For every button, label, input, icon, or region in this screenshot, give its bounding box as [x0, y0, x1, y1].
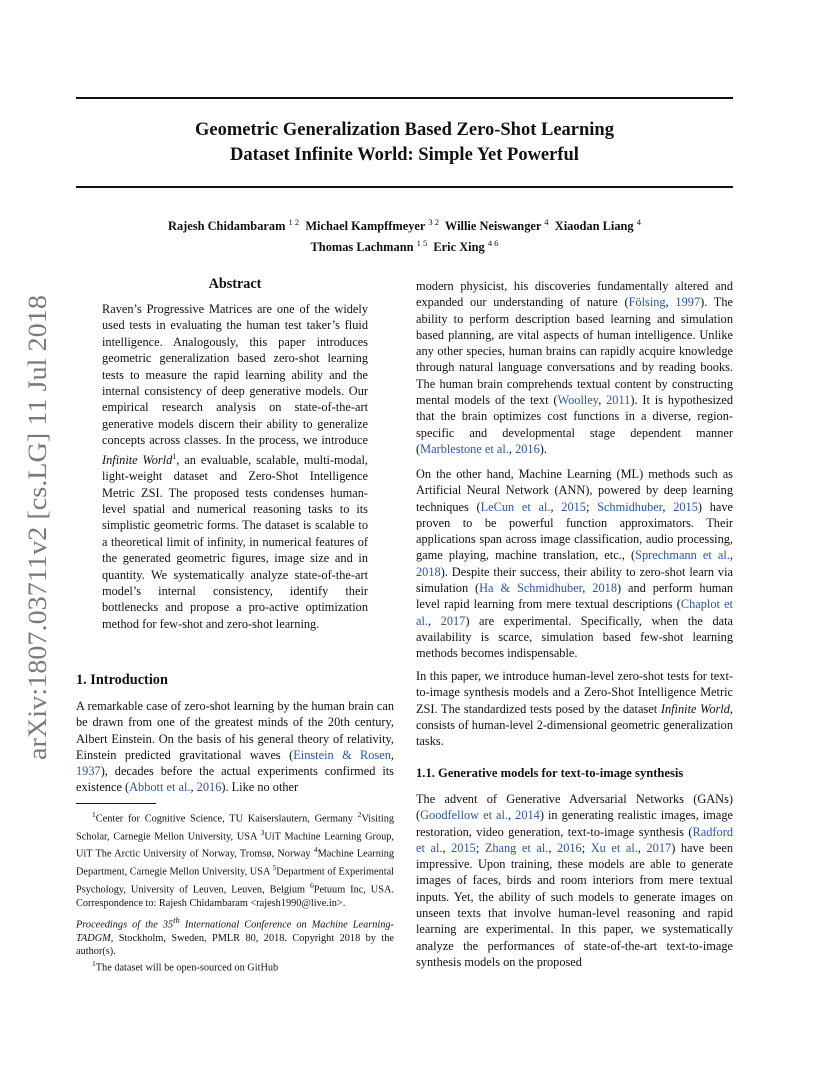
citation-link[interactable]: 2015 [561, 499, 586, 514]
footnote: Center for Cognitive Science, TU Kaiserslautern, Germany [95, 813, 353, 825]
proc-text: International Conference on Machine Learning-TADGM [76, 919, 394, 944]
author-affiliation: 4 [544, 217, 549, 227]
paragraph [416, 791, 733, 970]
author-name: Thomas Lachmann [310, 240, 414, 255]
text-run: modern physicist, his discoveries fundamentally altered and expanded our understanding of nature ( [416, 279, 733, 310]
dataset-name: Infinite World [660, 701, 730, 716]
abstract-text [102, 301, 368, 632]
citation-link[interactable]: Ha & Schmidhuber [479, 581, 583, 596]
footnote: UiT Machine Learning Group, UiT The Arctic University of Norway, Tromsø, Norway [76, 831, 395, 860]
paragraph [416, 466, 733, 662]
footnote: The dataset will be open-sourced on GitHub [95, 962, 279, 974]
proceedings-note [76, 914, 394, 958]
text-run: ). It is hypothesized that the brain optimizes cost functions in a diverse, region-specific and developmental stage dependent manner ( [416, 393, 733, 456]
citation-link[interactable]: Abbott et al. [129, 780, 191, 795]
text-run: , [550, 499, 562, 514]
paragraph [416, 668, 733, 749]
dataset-footnote: $^1$The dataset will be open-sourced on GitHub [92, 959, 279, 974]
citation-link[interactable]: 2018 [416, 564, 441, 579]
paragraph [416, 278, 733, 457]
citation-link[interactable]: Goodfellow et al. [420, 808, 509, 823]
author-affiliation: 4 6 [487, 238, 499, 249]
text-run: ; [475, 840, 485, 855]
author-affiliation: 1 5 [416, 238, 428, 249]
text-run: , [582, 581, 593, 596]
text-run: A remarkable case of zero-shot learning by the human brain can be drawn from one of the greatest minds of the 20th century, Albert Einstein. On the basis of his general theory of relativity, Einstein predicted gravitational waves ( [76, 699, 394, 762]
abstract-heading: Abstract [208, 276, 262, 292]
citation-link[interactable]: Fölsing [628, 295, 666, 310]
section-heading: 1. Introduction [76, 672, 168, 688]
text-run: , [508, 441, 516, 456]
proc-sup: th [173, 915, 180, 925]
text-run: , [598, 393, 607, 408]
text-run: , consists of human-level 2-dimensional geometric generalization tasks. [416, 701, 733, 749]
text-run: , [442, 840, 452, 855]
citation-link[interactable]: Einstein & Rosen [293, 747, 391, 762]
text-run: On the other hand, Machine Learning (ML) methods such as Artificial Neural Network (ANN), powered by deep learning techniques ( [416, 467, 733, 514]
paper-title [76, 118, 733, 168]
citation-link[interactable]: 2015 [673, 499, 698, 514]
author-name: Rajesh Chidambaram [168, 219, 286, 234]
text-run: ) and perform human level rapid learning from mere textual descriptions ( [416, 581, 733, 612]
proc-text: , Stockholm, Sweden, PMLR 80, 2018. Copyright 2018 by the author(s). [76, 932, 394, 958]
citation-link[interactable]: 2018 [592, 581, 617, 596]
footnote: Visiting Scholar, Carnegie Mellon University, USA [76, 813, 395, 843]
abstract-part: , an evaluable, scalable, multi-modal, light-weight dataset and Zero-Shot Intelligence Metric ZSI. The proposed tests condenses human-level spatial and numerical reasoning tasks to its simplistic geometric forms. The dataset is scalable to a theoretical limit of infinity, in numerical features of the generated geometric figures, image size and in quantity. We systematically analyze state-of-the-art model’s internal consistency, identify their bottlenecks and propose a pro-active optimization method for few-shot and zero-shot learning. [102, 452, 368, 631]
footnote: Department of Experimental Psychology, University of Leuven, Leuven, Belgium [76, 866, 395, 896]
text-run: ) in generating realistic images, image restoration, video generation, text-to-image synthesis ( [416, 808, 733, 839]
author-affiliation: 3 2 [428, 217, 439, 227]
citation-link[interactable]: Zhang et al. [484, 840, 549, 855]
author-name: Eric Xing [433, 240, 485, 255]
text-run: ) are experimental. Specifically, when the data availability is scarce, simulation based few-shot learning methods becomes indispensable. [416, 613, 734, 661]
footnote: Machine Learning Department, Carnegie Mellon University, USA [76, 848, 395, 878]
text-run: In this paper, we introduce human-level zero-shot tests for text-to-image synthesis models and a Zero-Shot Intelligence Metric ZSI. The standardized tests posed by the dataset [416, 669, 733, 716]
title-line-1: Geometric Generalization Based Zero-Shot Learning [195, 120, 614, 140]
citation-link[interactable]: 2017 [440, 613, 466, 628]
citation-link[interactable]: Woolley [557, 393, 599, 408]
text-run: ; [585, 499, 598, 514]
text-run: ). [539, 441, 547, 456]
text-run: ; [581, 840, 591, 855]
text-run: The advent of Generative Adversarial Networks (GANs) ( [416, 792, 733, 823]
footnote-marker: 1 [172, 451, 177, 461]
proc-text: Proceedings of the 35 [76, 919, 174, 931]
author-affiliation: 1 2 [288, 217, 300, 227]
citation-link[interactable]: Marblestone et al. [420, 441, 509, 456]
text-run: , [662, 499, 674, 514]
top-rule [76, 97, 733, 99]
citation-link[interactable]: 2017 [646, 840, 672, 855]
citation-link[interactable]: Chaplot et al. [416, 597, 733, 628]
text-run: , [729, 548, 733, 563]
citation-link[interactable]: 2015 [451, 840, 476, 855]
text-run: ), decades before the actual experiments confirmed its existence ( [76, 764, 394, 795]
text-run: , [637, 840, 647, 855]
text-run: , [665, 295, 676, 310]
text-run: ). The ability to perform description based learning and simulation based planning, are vital aspects of human intelligence. Unlike any other species, human brains can rapidly acquire knowledge through natural language conversations and by reading books. The human brain comprehends textual content by constructing mental models of the text ( [416, 295, 733, 408]
intro-paragraph [76, 698, 394, 796]
abstract-part: Raven’s Progressive Matrices are one of the widely used tests in evaluating the human test taker’s fluid intelligence. Analogously, this paper introduces geometric generalization based zero-shot learning tests to measure the rapid learning ability and the internal consistency of deep generative models. Our empirical research analysis on state-of-the-art generative models discern their ability to generalize concepts across classes. In the process, we introduce [102, 302, 368, 448]
author-list [76, 214, 733, 256]
text-run: ). Despite their success, their ability to zero-shot learn via simulation ( [416, 564, 733, 596]
author-name: Michael Kampffmeyer [305, 219, 426, 234]
citation-link[interactable]: 1997 [675, 295, 701, 310]
author-name: Willie Neiswanger [444, 219, 542, 234]
affiliation-footnotes: $^1$Center for Cognitive Science, TU Kaiserslautern, Germany $^2$Visiting Scholar, Carnegie Mellon University, USA $^3$UiT Machine Learning Group, UiT The Arctic University of Norway, Tromsø, Norway $^4$Machine Learning Department, Carnegie Mellon University, USA $^5$Department of Experimental Psychology, University of Leuven, Leuven, Belgium $^6$Petuum Inc, USA. Correspondence to: Rajesh Chidambaram <rajesh1990@live.in>. [76, 810, 395, 909]
citation-link[interactable]: 2016 [196, 780, 222, 795]
citation-link[interactable]: 1937 [76, 764, 101, 779]
footnote: Petuum Inc, USA. Correspondence to: Rajesh Chidambaram <rajesh1990@live.in>. [76, 884, 394, 909]
footnote-rule [76, 803, 156, 804]
text-run: , [190, 780, 197, 795]
text-run: ) have proven to be powerful function approximators. Their applications span across image classification, audio processing, game playing, machine translation, etc., ( [416, 499, 733, 563]
subsection-heading: 1.1. Generative models for text-to-image synthesis [416, 766, 684, 780]
arxiv-stamp [20, 295, 54, 760]
citation-link[interactable]: LeCun et al. [480, 499, 551, 514]
citation-link[interactable]: 2016 [515, 441, 540, 456]
author-affiliation: 4 [636, 217, 641, 227]
text-run: , [508, 808, 516, 823]
title-bottom-rule [76, 186, 733, 188]
citation-link[interactable]: Sprechmann et al. [635, 548, 730, 563]
text-run: , [428, 613, 441, 628]
citation-link[interactable]: 2016 [557, 840, 582, 855]
title-line-2: Dataset Infinite World: Simple Yet Powerful [230, 145, 579, 165]
text-run: ) have been impressive. Upon training, these models are able to generate images of faces, birds and room interiors from mere textual inputs. Yet, the ability of such models to generate images on unseen texts that involve human-level reasoning and rapid learning are experimental. In this paper, we systematically analyze the performances of state-of-the-art text-to-image synthesis models on the proposed [416, 840, 734, 969]
dataset-name: Infinite World [102, 452, 173, 467]
citation-link[interactable]: Schmidhuber [597, 499, 663, 514]
author-name: Xiaodan Liang [554, 219, 634, 234]
citation-link[interactable]: Xu et al. [590, 840, 638, 855]
citation-link[interactable]: 2014 [515, 808, 540, 823]
text-run: , [390, 747, 394, 762]
citation-link[interactable]: Radford et al. [416, 824, 733, 855]
text-run: , [548, 840, 558, 855]
citation-link[interactable]: 2011 [606, 393, 631, 408]
arxiv-id: arXiv:1807.03711v2 [cs.LG] 11 Jul 2018 [22, 323, 52, 760]
text-run: ). Like no other [221, 780, 299, 795]
